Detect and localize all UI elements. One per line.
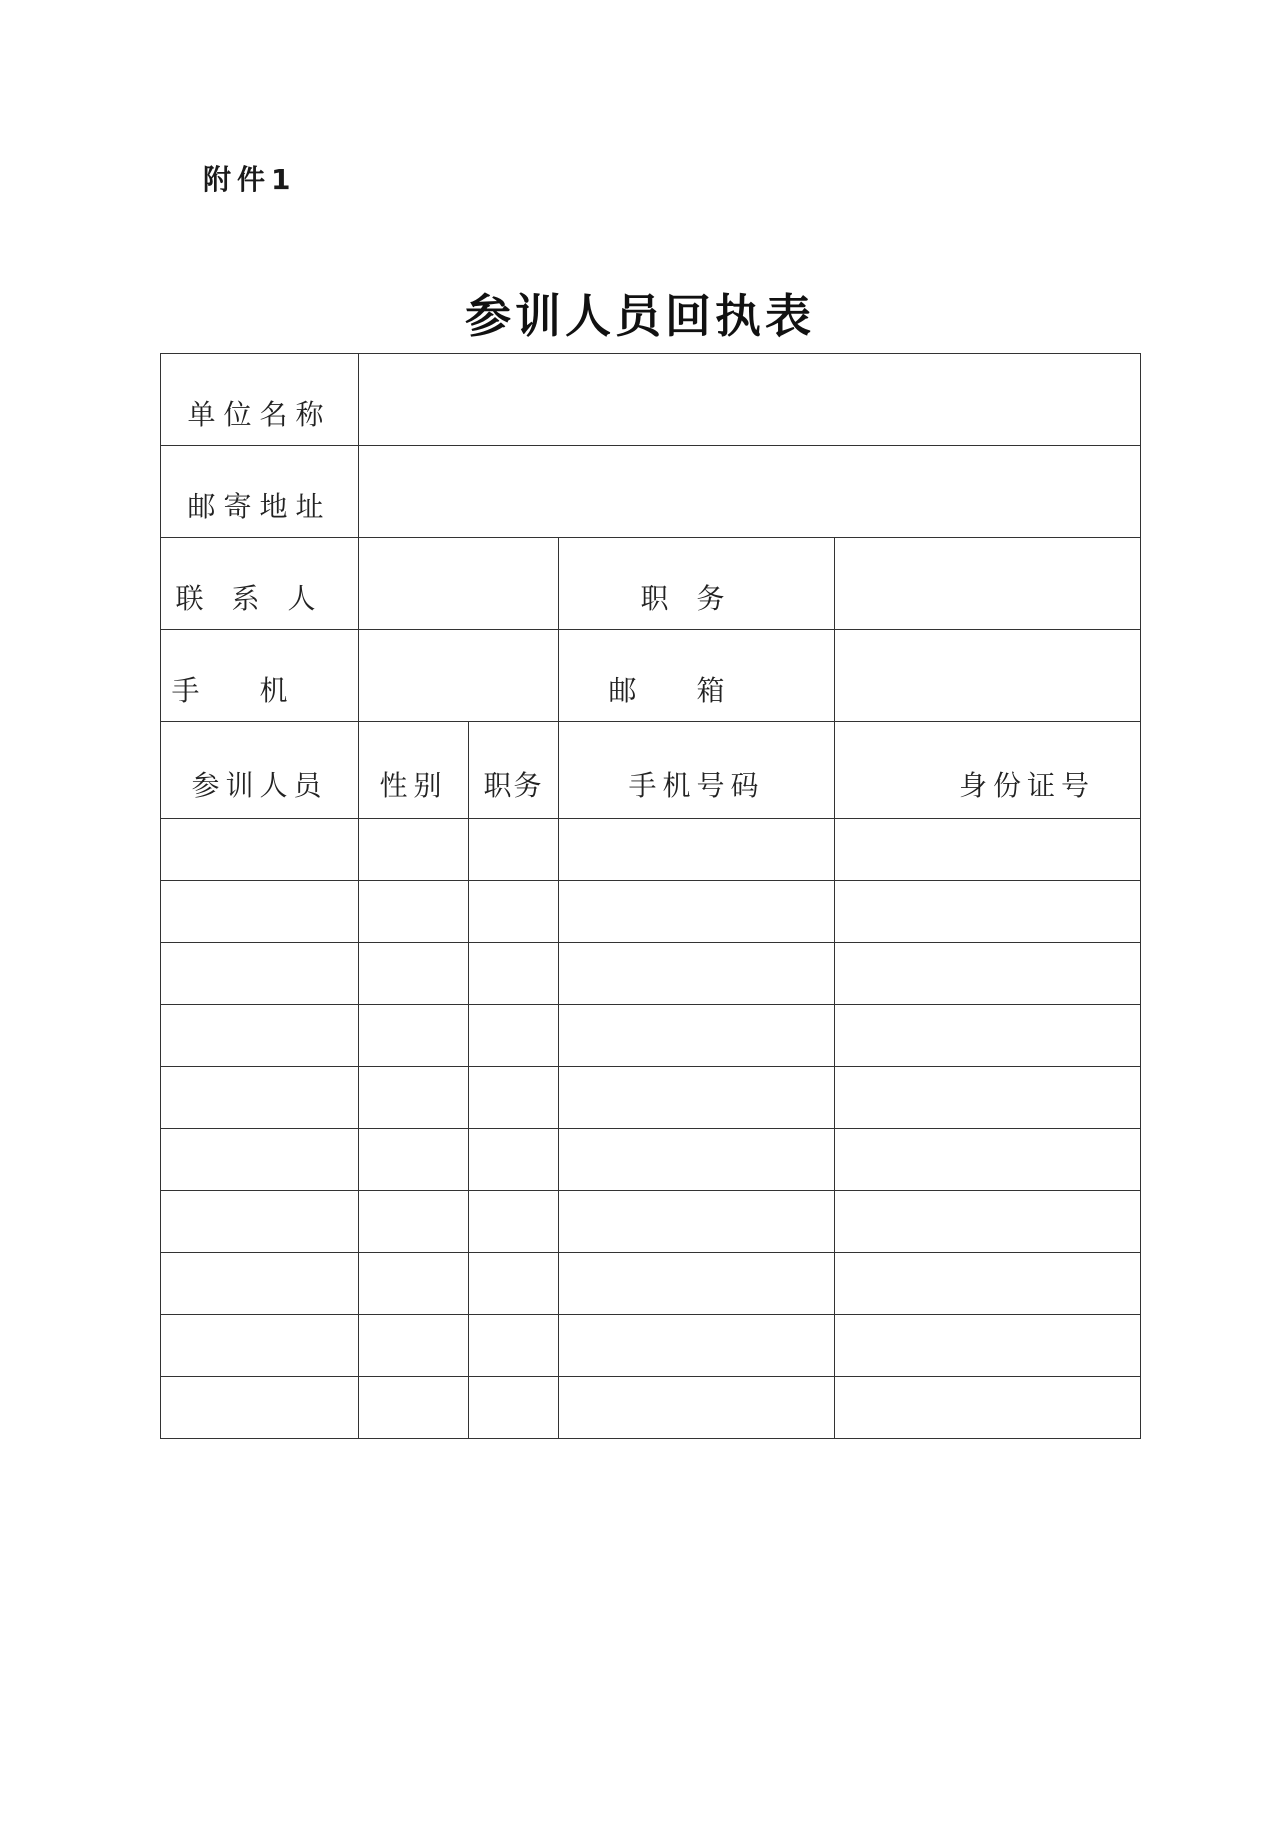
mail-address-label: 邮寄地址 [161,446,359,538]
phone-label: 手机 [161,630,359,722]
position-cell[interactable] [469,881,559,943]
trainee-name-cell[interactable] [161,819,359,881]
phone-field[interactable] [359,630,559,722]
gender-cell[interactable] [359,881,469,943]
header-gender: 性别 [359,722,469,819]
trainee-name-cell[interactable] [161,881,359,943]
table-row [161,819,1141,881]
phone-number-cell[interactable] [559,943,835,1005]
table-row [161,1253,1141,1315]
trainee-name-cell[interactable] [161,1005,359,1067]
header-phone-number: 手机号码 [559,722,835,819]
contact-label: 联系人 [161,538,359,630]
position-cell[interactable] [469,943,559,1005]
email-label: 邮箱 [559,630,835,722]
attachment-label: 附件1 [203,163,297,196]
header-trainee: 参训人员 [161,722,359,819]
id-number-cell[interactable] [835,1191,1141,1253]
gender-cell[interactable] [359,1005,469,1067]
phone-number-cell[interactable] [559,1191,835,1253]
email-field[interactable] [835,630,1141,722]
id-number-cell[interactable] [835,1005,1141,1067]
id-number-cell[interactable] [835,1067,1141,1129]
gender-cell[interactable] [359,1129,469,1191]
id-number-cell[interactable] [835,1129,1141,1191]
gender-cell[interactable] [359,1253,469,1315]
position-cell[interactable] [469,1315,559,1377]
phone-number-cell[interactable] [559,1129,835,1191]
phone-number-cell[interactable] [559,1253,835,1315]
mail-address-row [161,446,1141,538]
gender-cell[interactable] [359,819,469,881]
trainee-name-cell[interactable] [161,1377,359,1439]
unit-name-label: 单位名称 [161,354,359,446]
phone-number-cell[interactable] [559,1315,835,1377]
phone-number-cell[interactable] [559,1377,835,1439]
table-row [161,1191,1141,1253]
trainee-name-cell[interactable] [161,1191,359,1253]
position-cell[interactable] [469,1377,559,1439]
contact-row [161,538,1141,630]
position-cell[interactable] [469,1253,559,1315]
form-title: 参训人员回执表 [465,289,815,343]
trainee-name-cell[interactable] [161,1129,359,1191]
position-cell[interactable] [469,1067,559,1129]
id-number-cell[interactable] [835,943,1141,1005]
position-field[interactable] [835,538,1141,630]
table-row [161,1005,1141,1067]
table-row [161,943,1141,1005]
phone-number-cell[interactable] [559,1005,835,1067]
trainee-name-cell[interactable] [161,1067,359,1129]
id-number-cell[interactable] [835,1315,1141,1377]
id-number-cell[interactable] [835,1253,1141,1315]
position-cell[interactable] [469,1005,559,1067]
position-label: 职务 [559,538,835,630]
roster-header-row [161,722,1141,819]
trainee-name-cell[interactable] [161,1315,359,1377]
phone-row [161,630,1141,722]
contact-field[interactable] [359,538,559,630]
header-id-number: 身份证号 [835,722,1141,819]
table-row [161,1315,1141,1377]
phone-number-cell[interactable] [559,819,835,881]
registration-form-table [160,353,1141,1439]
unit-name-field[interactable] [359,354,1141,446]
table-row [161,1129,1141,1191]
position-cell[interactable] [469,1129,559,1191]
table-row [161,1067,1141,1129]
gender-cell[interactable] [359,1315,469,1377]
unit-name-row [161,354,1141,446]
id-number-cell[interactable] [835,819,1141,881]
trainee-name-cell[interactable] [161,1253,359,1315]
phone-number-cell[interactable] [559,881,835,943]
table-row [161,1377,1141,1439]
position-cell[interactable] [469,819,559,881]
id-number-cell[interactable] [835,1377,1141,1439]
trainee-name-cell[interactable] [161,943,359,1005]
header-position: 职务 [469,722,559,819]
gender-cell[interactable] [359,943,469,1005]
phone-number-cell[interactable] [559,1067,835,1129]
gender-cell[interactable] [359,1191,469,1253]
id-number-cell[interactable] [835,881,1141,943]
table-row [161,881,1141,943]
gender-cell[interactable] [359,1067,469,1129]
position-cell[interactable] [469,1191,559,1253]
mail-address-field[interactable] [359,446,1141,538]
gender-cell[interactable] [359,1377,469,1439]
